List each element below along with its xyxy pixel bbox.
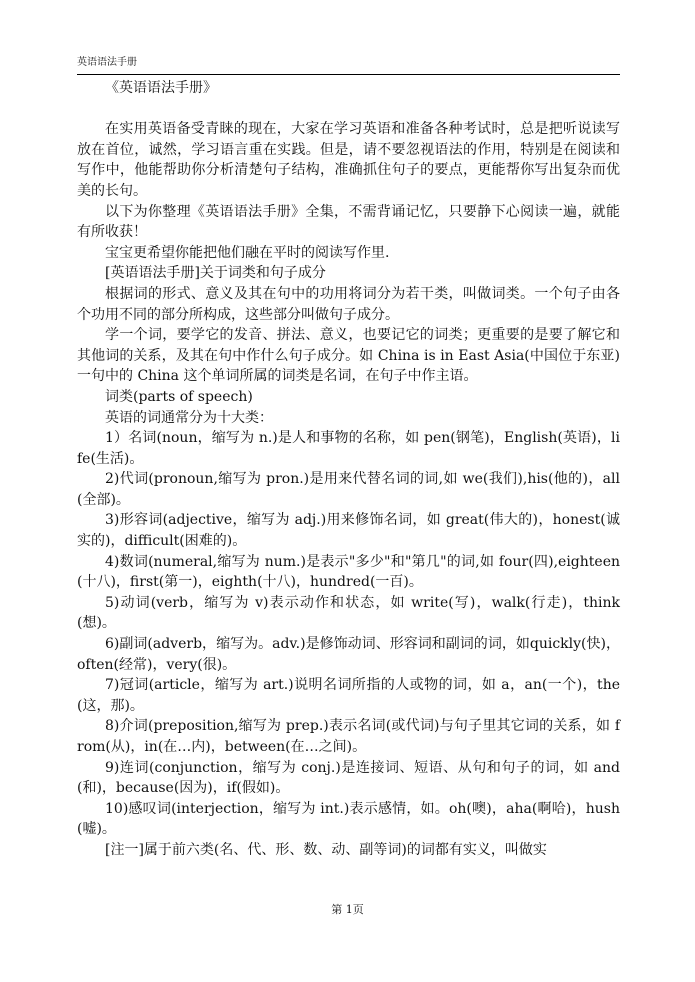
paragraph: 6)副词(adverb，缩写为。adv.)是修饰动词、形容词和副词的词，如quickly(快)，often(经常)，very(很)。 — [77, 636, 620, 673]
page-footer — [0, 903, 695, 917]
document-title: 《英语语法手册》 — [105, 80, 217, 96]
paragraph: [注一]属于前六类(名、代、形、数、动、副等词)的词都有实义，叫做实 — [105, 841, 547, 858]
paragraph: 4)数词(numeral,缩写为 num.)是表示"多少"和"第几"的词,如 four(四),eighteen(十八)，first(第一)，eighth(十八)，hundred(一百)。 — [77, 553, 620, 591]
paragraph: 2)代词(pronoun,缩写为 pron.)是用来代替名词的词,如 we(我们),his(他的)，all(全部)。 — [77, 471, 620, 508]
paragraph: 英语的词通常分为十大类： — [105, 409, 273, 426]
paragraph: 1）名词(noun，缩写为 n.)是人和事物的名称，如 pen(钢笔)，English(英语)，life(生活)。 — [77, 430, 620, 467]
paragraph: 以下为你整理《英语语法手册》全集，不需背诵记忆，只要静下心阅读一遍，就能有所收获！ — [77, 203, 620, 241]
document-body — [77, 78, 620, 861]
paragraph: 词类(parts of speech) — [105, 388, 253, 405]
paragraph: 在实用英语备受青睐的现在，大家在学习英语和准备各种考试时，总是把听说读写放在首位，诚然，学习语言重在实践。但是，请不要忽视语法的作用，特别是在阅读和写作中，他能帮助你分析清楚句子结构，准确抓住句子的要点，更能帮你写出复杂而优美的长句。 — [77, 121, 620, 199]
paragraph — [77, 99, 620, 120]
paragraph: 7)冠词(article，缩写为 art.)说明名词所指的人或物的词，如 a，an(一个)，the(这，那)。 — [77, 677, 620, 714]
paragraph: 3)形容词(adjective，缩写为 adj.)用来修饰名词，如 great(伟大的)，honest(诚实的)，difficult(困难的)。 — [77, 512, 620, 550]
paragraph: 学一个词，要学它的发音、拼法、意义，也要记它的词类；更重要的是要了解它和其他词的关系，及其在句中作什么句子成分。如 China is in East Asia(中国位于东亚)一句中的 China 这个单词所属的词类是名词，在句子中作主语。 — [77, 327, 620, 385]
paragraph: 宝宝更希望你能把他们融在平时的阅读写作里. — [105, 244, 390, 261]
paragraph: [英语语法手册]关于词类和句子成分 — [105, 265, 326, 282]
page-header — [77, 56, 620, 75]
paragraph: 5)动词(verb，缩写为 v)表示动作和状态，如 write(写)，walk(行走)，think(想)。 — [77, 594, 620, 632]
header-title: 英语语法手册 — [77, 57, 137, 68]
paragraph: 根据词的形式、意义及其在句中的功用将词分为若干类，叫做词类。一个句子由各个功用不同的部分所构成，这些部分叫做句子成分。 — [77, 285, 620, 323]
paragraph: 9)连词(conjunction，缩写为 conj.)是连接词、短语、从句和句子的词，如 and(和)，because(因为)，if(假如)。 — [77, 759, 620, 797]
paragraph: 8)介词(preposition,缩写为 prep.)表示名词(或代词)与句子里其它词的关系，如 from(从)，in(在…内)，between(在…之间)。 — [77, 718, 620, 755]
paragraph: 10)感叹词(interjection，缩写为 int.)表示感情，如。oh(噢)，aha(啊哈)，hush(嘘)。 — [77, 800, 620, 838]
page-number: 第 1页 — [331, 903, 364, 916]
